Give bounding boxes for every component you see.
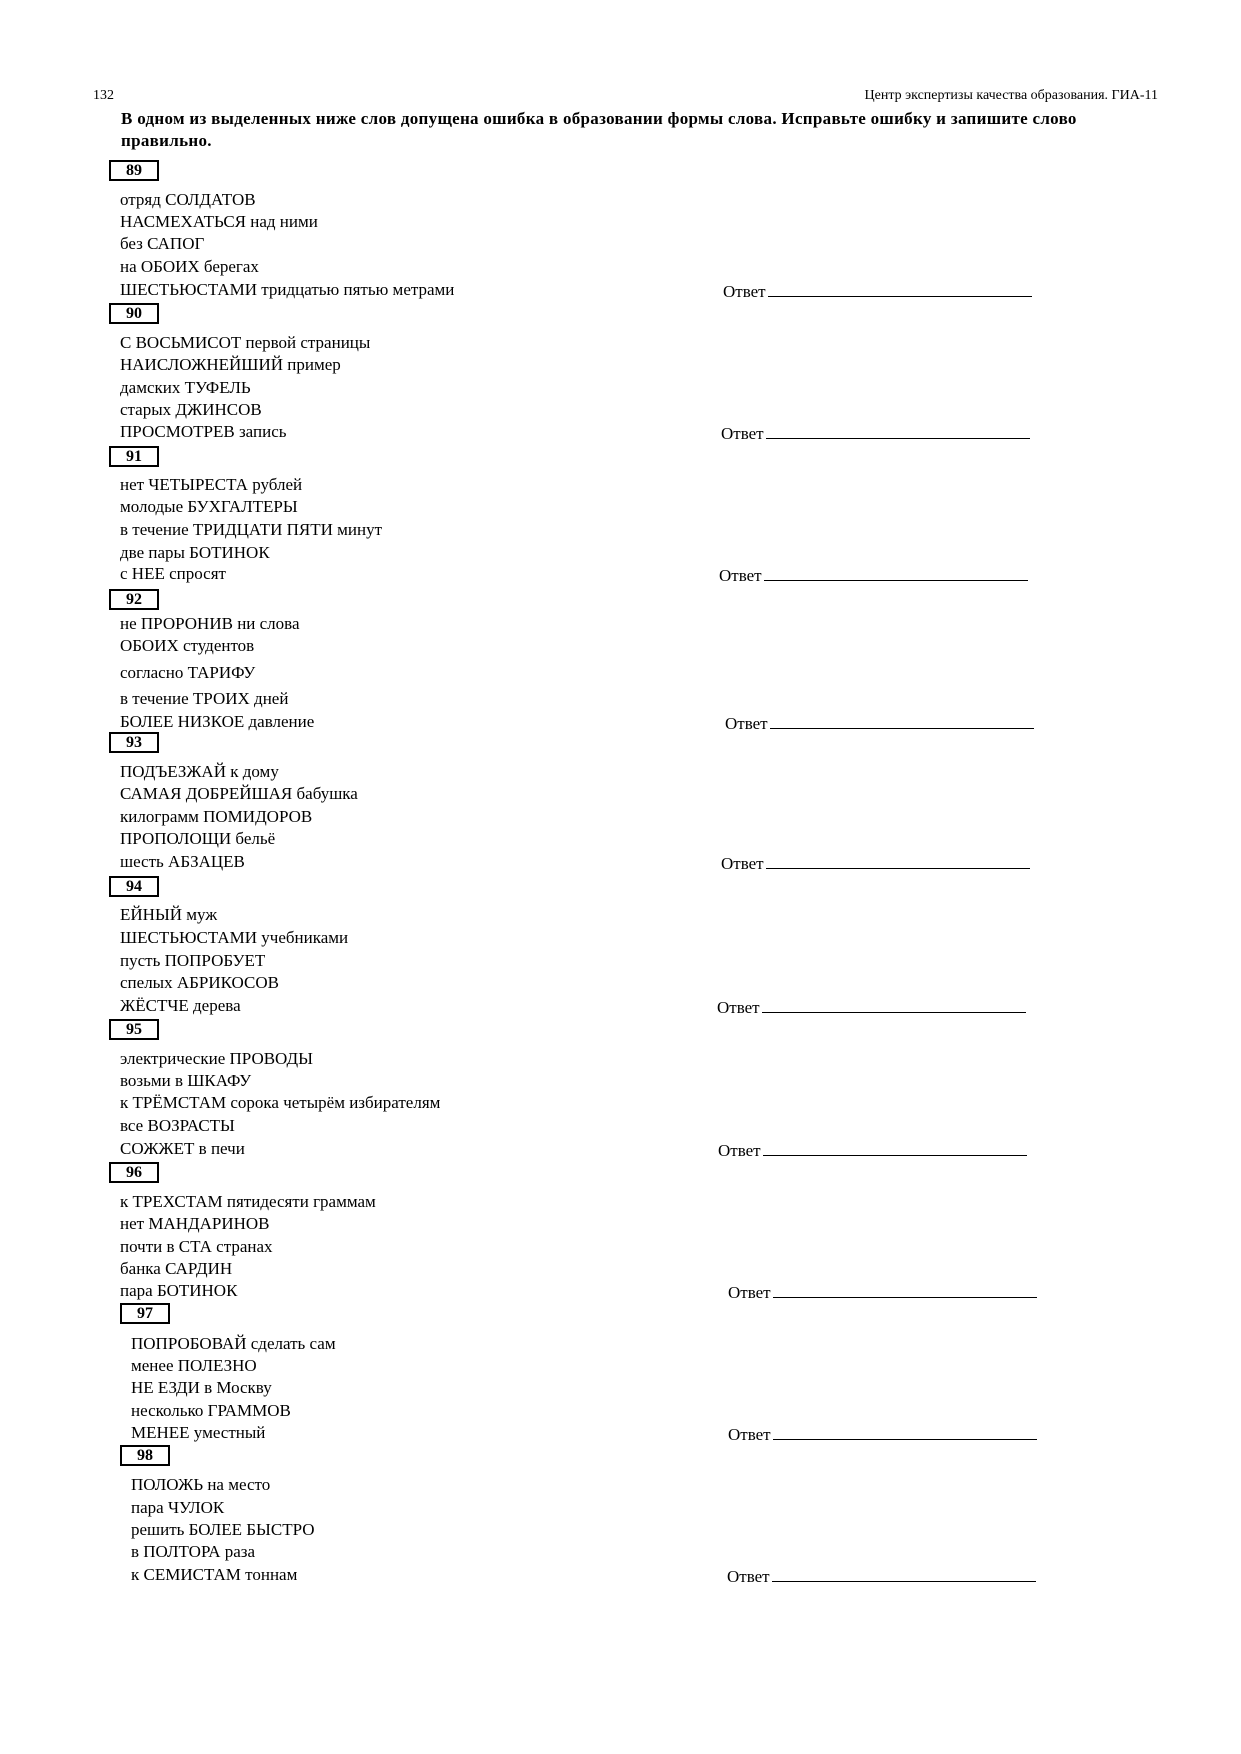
answer-field[interactable]	[727, 1565, 1036, 1587]
task-item: на ОБОИХ берегах	[120, 257, 259, 276]
task-number-box: 95	[109, 1019, 159, 1040]
task-number-box: 92	[109, 589, 159, 610]
task-item: пара БОТИНОК	[120, 1281, 238, 1300]
task-item: согласно ТАРИФУ	[120, 663, 256, 682]
answer-field[interactable]	[728, 1423, 1037, 1445]
answer-label: Ответ	[721, 424, 764, 443]
task-item: ЖЁСТЧЕ дерева	[120, 996, 241, 1015]
answer-label: Ответ	[727, 1567, 770, 1586]
answer-field[interactable]	[728, 1281, 1037, 1303]
task-item: пусть ПОПРОБУЕТ	[120, 951, 266, 970]
task-item: ШЕСТЬЮСТАМИ тридцатью пятью метрами	[120, 280, 455, 299]
answer-label: Ответ	[725, 714, 768, 733]
task-item: пара ЧУЛОК	[131, 1498, 225, 1517]
task-item: ПРОСМОТРЕВ запись	[120, 422, 287, 441]
task-item: почти в СТА странах	[120, 1237, 273, 1256]
task-number-box: 91	[109, 446, 159, 467]
answer-input-line[interactable]	[764, 564, 1028, 581]
task-item: СОЖЖЕТ в печи	[120, 1139, 245, 1158]
task-item: банка САРДИН	[120, 1259, 233, 1278]
task-item: ОБОИХ студентов	[120, 636, 255, 655]
task-item: МЕНЕЕ уместный	[131, 1423, 266, 1442]
task-item: отряд СОЛДАТОВ	[120, 190, 256, 209]
answer-input-line[interactable]	[762, 996, 1026, 1013]
task-number-box: 96	[109, 1162, 159, 1183]
task-number-box: 97	[120, 1303, 170, 1324]
answer-label: Ответ	[728, 1283, 771, 1302]
answer-input-line[interactable]	[768, 280, 1032, 297]
task-item: НАИСЛОЖНЕЙШИЙ пример	[120, 355, 341, 374]
task-item: возьми в ШКАФУ	[120, 1071, 252, 1090]
task-number-box: 93	[109, 732, 159, 753]
answer-input-line[interactable]	[773, 1423, 1037, 1440]
task-item: без САПОГ	[120, 234, 205, 253]
task-item: ЕЙНЫЙ муж	[120, 905, 218, 924]
task-item: НЕ ЕЗДИ в Москву	[131, 1378, 272, 1397]
answer-label: Ответ	[728, 1425, 771, 1444]
answer-input-line[interactable]	[763, 1139, 1027, 1156]
task-item: килограмм ПОМИДОРОВ	[120, 807, 313, 826]
answer-input-line[interactable]	[772, 1565, 1036, 1582]
task-item: в течение ТРИДЦАТИ ПЯТИ минут	[120, 520, 383, 539]
task-item: две пары БОТИНОК	[120, 543, 270, 562]
answer-input-line[interactable]	[770, 712, 1034, 729]
task-number-box: 89	[109, 160, 159, 181]
task-item: ПОДЪЕЗЖАЙ к дому	[120, 762, 279, 781]
answer-input-line[interactable]	[766, 422, 1030, 439]
answer-label: Ответ	[719, 566, 762, 585]
task-item: не ПРОРОНИВ ни слова	[120, 614, 300, 633]
task-item: ПРОПОЛОЩИ бельё	[120, 829, 276, 848]
task-item: спелых АБРИКОСОВ	[120, 973, 279, 992]
task-item: в течение ТРОИХ дней	[120, 689, 289, 708]
task-item: к ТРЁМСТАМ сорока четырём избирателям	[120, 1093, 441, 1112]
answer-input-line[interactable]	[773, 1281, 1037, 1298]
task-item: НАСМЕХАТЬСЯ над ними	[120, 212, 318, 231]
answer-label: Ответ	[717, 998, 760, 1017]
page-header-title: Центр экспертизы качества образования. ГИА-11	[864, 88, 1158, 103]
task-number-box: 98	[120, 1445, 170, 1466]
answer-field[interactable]	[718, 1139, 1027, 1161]
answer-field[interactable]	[717, 996, 1026, 1018]
answer-input-line[interactable]	[766, 852, 1030, 869]
answer-label: Ответ	[721, 854, 764, 873]
task-item: С ВОСЬМИСОТ первой страницы	[120, 333, 371, 352]
instruction-text: В одном из выделенных ниже слов допущена ошибка в образовании формы слова. Исправьте ошибку и запишите слово правильно.	[121, 109, 1077, 150]
task-item: электрические ПРОВОДЫ	[120, 1049, 313, 1068]
answer-field[interactable]	[719, 564, 1028, 586]
task-number-box: 94	[109, 876, 159, 897]
task-item: молодые БУХГАЛТЕРЫ	[120, 497, 298, 516]
answer-label: Ответ	[718, 1141, 761, 1160]
task-item: нет ЧЕТЫРЕСТА рублей	[120, 475, 303, 494]
task-item: ПОПРОБОВАЙ сделать сам	[131, 1334, 336, 1353]
answer-label: Ответ	[723, 282, 766, 301]
page-number: 132	[93, 88, 114, 103]
answer-field[interactable]	[721, 422, 1030, 444]
task-item: решить БОЛЕЕ БЫСТРО	[131, 1520, 315, 1539]
task-item: ШЕСТЬЮСТАМИ учебниками	[120, 928, 349, 947]
task-item: к СЕМИСТАМ тоннам	[131, 1565, 298, 1584]
task-item: ПОЛОЖЬ на место	[131, 1475, 271, 1494]
answer-field[interactable]	[725, 712, 1034, 734]
task-item: шесть АБЗАЦЕВ	[120, 852, 245, 871]
task-item: менее ПОЛЕЗНО	[131, 1356, 257, 1375]
task-item: дамских ТУФЕЛЬ	[120, 378, 251, 397]
task-item: все ВОЗРАСТЫ	[120, 1116, 235, 1135]
task-item: САМАЯ ДОБРЕЙШАЯ бабушка	[120, 784, 358, 803]
answer-field[interactable]	[721, 852, 1030, 874]
task-item: БОЛЕЕ НИЗКОЕ давление	[120, 712, 315, 731]
answer-field[interactable]	[723, 280, 1032, 302]
task-item: с НЕЕ спросят	[120, 564, 226, 583]
task-item: несколько ГРАММОВ	[131, 1401, 291, 1420]
task-item: нет МАНДАРИНОВ	[120, 1214, 270, 1233]
task-number-box: 90	[109, 303, 159, 324]
task-item: к ТРЕХСТАМ пятидесяти граммам	[120, 1192, 376, 1211]
task-item: в ПОЛТОРА раза	[131, 1542, 256, 1561]
task-item: старых ДЖИНСОВ	[120, 400, 262, 419]
